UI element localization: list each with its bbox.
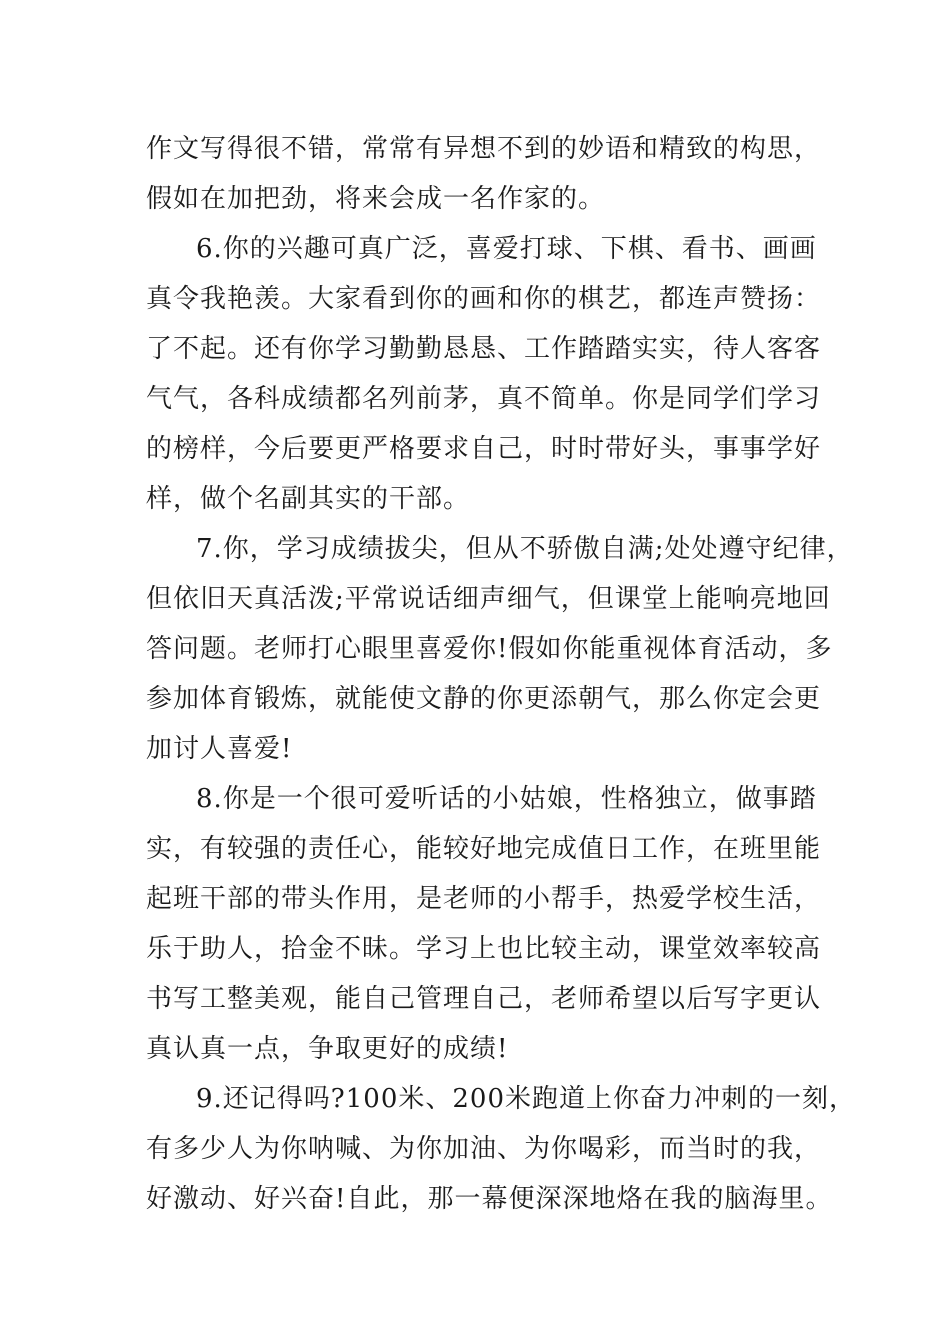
paragraph-7-start: 7.你，学习成绩拔尖，但从不骄傲自满;处处遵守纪律， [196,534,854,564]
paragraph-9-start: 9.还记得吗?100米、200米跑道上你奋力冲刺的一刻， [196,1084,856,1114]
text-line: 有多少人为你呐喊、为你加油、为你喝彩，而当时的我， [146,1134,822,1164]
text-line: 的榜样，今后要更严格要求自己，时时带好头，事事学好 [146,434,822,464]
text-line: 真认真一点，争取更好的成绩! [146,1034,509,1064]
text-line: 乐于助人，拾金不昧。学习上也比较主动，课堂效率较高 [146,934,822,964]
text-line: 了不起。还有你学习勤勤恳恳、工作踏踏实实，待人客客 [146,334,822,364]
text-line: 样，做个名副其实的干部。 [146,484,471,514]
text-line: 加讨人喜爱! [146,734,293,764]
text-line: 假如在加把劲，将来会成一名作家的。 [146,184,606,214]
text-line: 起班干部的带头作用，是老师的小帮手，热爱学校生活， [146,884,822,914]
paragraph-6-start: 6.你的兴趣可真广泛，喜爱打球、下棋、看书、画画 [196,234,817,264]
text-line: 好激动、好兴奋!自此，那一幕便深深地烙在我的脑海里。 [146,1184,833,1214]
text-line: 参加体育锻炼，就能使文静的你更添朝气，那么你定会更 [146,684,822,714]
text-line: 答问题。老师打心眼里喜爱你!假如你能重视体育活动，多 [146,634,833,664]
text-line: 实，有较强的责任心，能较好地完成值日工作，在班里能 [146,834,822,864]
text-line: 书写工整美观，能自己管理自己，老师希望以后写字更认 [146,984,822,1014]
paragraph-8-start: 8.你是一个很可爱听话的小姑娘，性格独立，做事踏 [196,784,817,814]
text-line: 但依旧天真活泼;平常说话细声细气，但课堂上能响亮地回 [146,584,831,614]
text-line: 作文写得很不错，常常有异想不到的妙语和精致的构思， [146,134,822,164]
text-line: 气气，各科成绩都名列前茅，真不简单。你是同学们学习 [146,384,822,414]
text-line: 真令我艳羡。大家看到你的画和你的棋艺，都连声赞扬： [146,284,822,314]
